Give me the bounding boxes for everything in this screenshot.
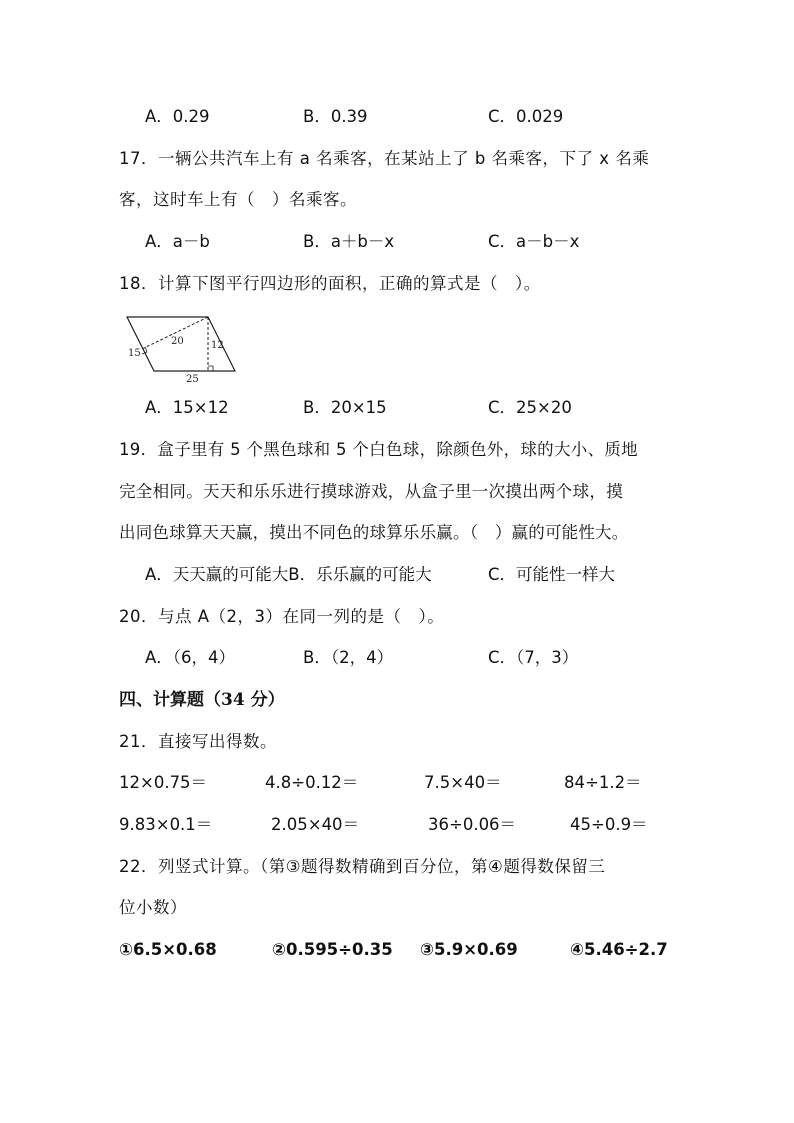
q21-item-7: 36÷0.06＝	[428, 815, 517, 834]
q19-option-ab: A．天天赢的可能大B．乐乐赢的可能大	[145, 565, 432, 584]
q21-item-3: 7.5×40＝	[424, 773, 502, 792]
q21-text: 21．直接写出得数。	[119, 732, 277, 751]
section-4-heading: 四、计算题（34 分）	[119, 690, 285, 710]
q21-item-5: 9.83×0.1＝	[119, 815, 213, 834]
right-angle-mark-base	[208, 366, 213, 371]
q18-text: 18．计算下图平行四边形的面积，正确的算式是（ ）。	[119, 274, 541, 293]
q21-item-2: 4.8÷0.12＝	[265, 773, 359, 792]
q19-option-c: C．可能性一样大	[488, 565, 616, 584]
q18-option-a: A．15×12	[145, 398, 229, 417]
q20-text: 20．与点 A（2，3）在同一列的是（ ）。	[119, 607, 445, 626]
q20-option-c: C．（7，3）	[488, 648, 579, 667]
q17-option-a: A．a－b	[145, 232, 210, 251]
q21-item-6: 2.05×40＝	[271, 815, 360, 834]
q16-option-c: C．0.029	[488, 107, 564, 126]
q19-text-line1: 19．盒子里有 5 个黑色球和 5 个白色球，除颜色外，球的大小、质地	[119, 440, 638, 459]
q21-item-4: 84÷1.2＝	[564, 773, 642, 792]
label-15: 15	[128, 348, 141, 359]
q22-item-2: ②0.595÷0.35	[272, 940, 393, 959]
parallelogram-figure	[120, 311, 244, 385]
q19-text-line2: 完全相同。天天和乐乐进行摸球游戏，从盒子里一次摸出两个球，摸	[119, 482, 623, 501]
q20-option-a: A．（6，4）	[145, 648, 236, 667]
q18-option-c: C．25×20	[488, 398, 572, 417]
q17-text-line1: 17．一辆公共汽车上有 a 名乘客，在某站上了 b 名乘客，下了 x 名乘	[119, 149, 650, 168]
q22-text-line1: 22．列竖式计算。（第③题得数精确到百分位，第④题得数保留三	[119, 857, 606, 876]
q17-option-c: C．a－b－x	[488, 232, 580, 251]
q22-item-3: ③5.9×0.69	[420, 940, 518, 959]
label-12: 12	[211, 340, 224, 351]
q21-item-1: 12×0.75＝	[119, 773, 208, 792]
label-20: 20	[171, 336, 184, 347]
q16-option-b: B．0.39	[303, 107, 368, 126]
q20-option-b: B．（2，4）	[303, 648, 394, 667]
q16-option-a: A．0.29	[145, 107, 210, 126]
label-25: 25	[186, 374, 199, 385]
q22-item-4: ④5.46÷2.7	[570, 940, 668, 959]
q22-text-line2: 位小数）	[119, 898, 187, 917]
q22-item-1: ①6.5×0.68	[119, 940, 217, 959]
q18-option-b: B．20×15	[303, 398, 387, 417]
q21-item-8: 45÷0.9＝	[570, 815, 648, 834]
q17-option-b: B．a＋b－x	[303, 232, 395, 251]
q19-text-line3: 出同色球算天天赢，摸出不同色的球算乐乐赢。（ ）赢的可能性大。	[119, 523, 629, 542]
q17-text-line2: 客，这时车上有（ ）名乘客。	[119, 190, 357, 209]
